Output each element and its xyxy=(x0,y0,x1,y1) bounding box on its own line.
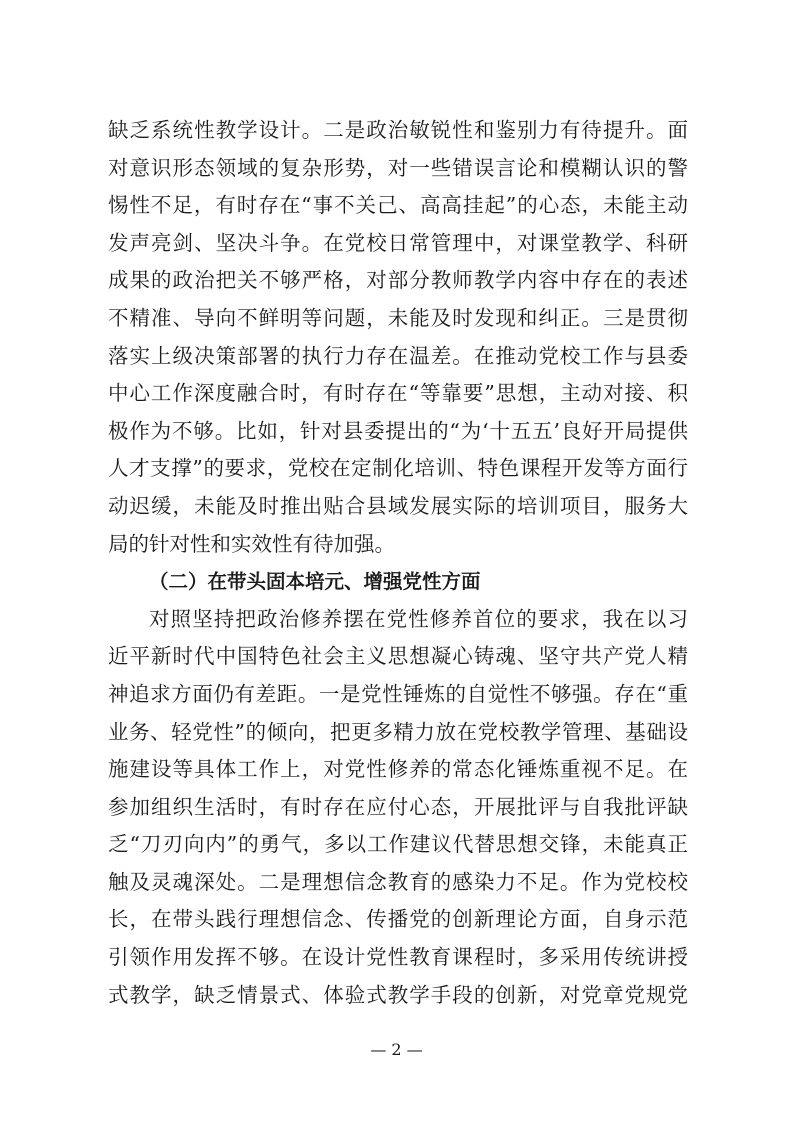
paragraph-line: 式教学，缺乏情景式、体验式教学手段的创新，对党章党规党 xyxy=(108,982,688,1007)
paragraph-line: 惕性不足，有时存在“事不关己、高高挂起”的心态，未能主动 xyxy=(108,193,688,218)
document-body xyxy=(108,112,688,1014)
paragraph-line: 业务、轻党性”的倾向，把更多精力放在党校教学管理、基础设 xyxy=(108,719,688,744)
paragraph-line: 动迟缓，未能及时推出贴合县域发展实际的培训项目，服务大 xyxy=(108,493,688,518)
paragraph-line: 中心工作深度融合时，有时存在“等靠要”思想，主动对接、积 xyxy=(108,381,688,406)
paragraph-line: 神追求方面仍有差距。一是党性锤炼的自觉性不够强。存在“重 xyxy=(108,681,688,706)
paragraph-line: 触及灵魂深处。二是理想信念教育的感染力不足。作为党校校 xyxy=(108,869,688,894)
paragraph-line: 不精准、导向不鲜明等问题，未能及时发现和纠正。三是贯彻 xyxy=(108,305,688,330)
paragraph-line: 局的针对性和实效性有待加强。 xyxy=(108,531,395,556)
paragraph-line: 对意识形态领域的复杂形势，对一些错误言论和模糊认识的警 xyxy=(108,155,688,180)
section-heading: （二）在带头固本培元、增强党性方面 xyxy=(149,570,481,594)
paragraph-line: 人才支撑”的要求，党校在定制化培训、特色课程开发等方面行 xyxy=(108,456,688,481)
paragraph-line: 施建设等具体工作上，对党性修养的常态化锤炼重视不足。在 xyxy=(108,757,688,782)
page-number: — 2 — xyxy=(370,1040,423,1059)
paragraph-line: 发声亮剑、坚决斗争。在党校日常管理中，对课堂教学、科研 xyxy=(108,230,688,255)
paragraph-line: 缺乏系统性教学设计。二是政治敏锐性和鉴别力有待提升。面 xyxy=(108,118,688,142)
paragraph-line: 近平新时代中国特色社会主义思想凝心铸魂、坚守共产党人精 xyxy=(108,644,688,669)
paragraph-line: 长，在带头践行理想信念、传播党的创新理论方面，自身示范 xyxy=(108,907,688,932)
paragraph-line: 落实上级决策部署的执行力存在温差。在推动党校工作与县委 xyxy=(108,343,688,368)
paragraph-line: 引领作用发挥不够。在设计党性教育课程时，多采用传统讲授 xyxy=(108,945,688,970)
paragraph-line: 成果的政治把关不够严格，对部分教师教学内容中存在的表述 xyxy=(108,268,688,293)
paragraph-line: 乏“刀刃向内”的勇气，多以工作建议代替思想交锋，未能真正 xyxy=(108,832,688,857)
paragraph-line: 对照坚持把政治修养摆在党性修养首位的要求，我在以习 xyxy=(149,606,688,631)
paragraph-line: 参加组织生活时，有时存在应付心态，开展批评与自我批评缺 xyxy=(108,794,688,819)
paragraph-line: 极作为不够。比如，针对县委提出的“为‘十五五’良好开局提供 xyxy=(108,418,688,443)
